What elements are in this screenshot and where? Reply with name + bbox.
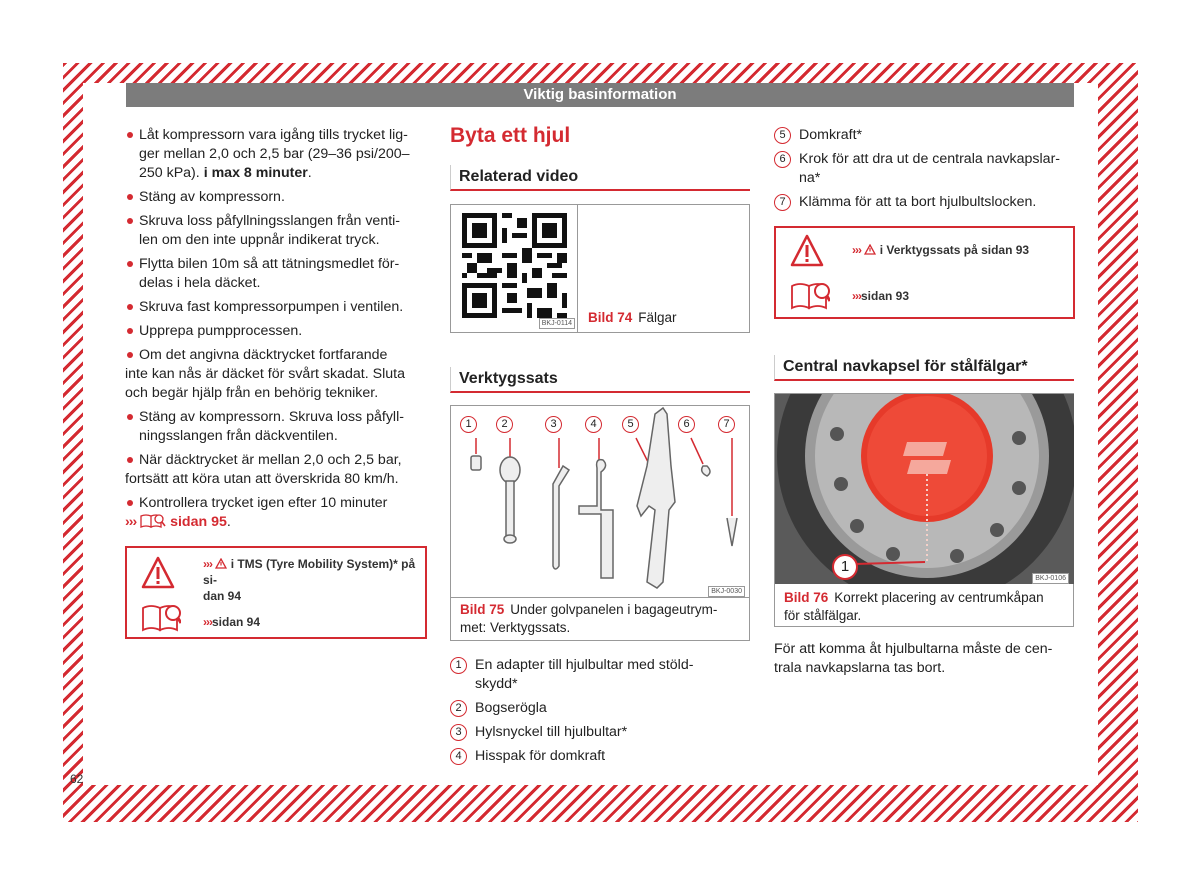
list-item: Skruva fast kompressorpumpen i ventilen. (125, 298, 425, 317)
tool-list (450, 656, 750, 766)
list-item: 2 Bogserögla (450, 699, 750, 718)
callout-1: 1 (832, 554, 858, 580)
page-number: 62 (70, 772, 84, 786)
list-item: Om det angivna däcktrycket fortfarande inte kan nås är däcket för svårt skadat. Sluta och begär hjälp från en behörig tekniker. (125, 346, 425, 403)
list-item: Upprepa pumpprocessen. (125, 322, 425, 341)
figure-code-tag: BKJ-0114 (539, 318, 575, 329)
chevron-icon: ››› (125, 514, 137, 530)
figure-code-tag: BKJ-0106 (1032, 573, 1069, 584)
warning-box: ››› i TMS (Tyre Mobility System)* på si- dan 94 ›››sidan 94 (125, 546, 427, 639)
column-right (774, 126, 1074, 678)
callout-1: 1 (460, 416, 477, 433)
warning-small-icon (864, 244, 876, 255)
section-heading-hubcap: Central navkapsel för stålfälgar* (774, 355, 1074, 381)
chevron-icon: ››› (852, 289, 861, 303)
callout-6: 6 (678, 416, 695, 433)
callout-2: 2 (496, 416, 513, 433)
qr-code[interactable] (451, 205, 578, 332)
section-heading-tools: Verktygssats (450, 367, 750, 393)
figure-caption: Bild 74 Fälgar (588, 310, 677, 325)
book-search-icon (140, 513, 166, 529)
warning-box (774, 226, 1075, 319)
figure-caption: Bild 76 Korrekt placering av centrumkåpan för stålfälgar. (784, 590, 1044, 623)
page-reference-link[interactable]: sidan 93 (861, 289, 910, 303)
page-reference-link[interactable]: sidan 94 (212, 615, 261, 629)
chevron-icon: ››› (203, 557, 212, 571)
chevron-icon: ››› (852, 243, 861, 257)
list-item: Kontrollera trycket igen efter 10 minuter ››› sidan 95. (125, 494, 425, 532)
list-item: 6 Krok för att dra ut de centrala navkapslar- na* (774, 150, 1074, 188)
list-item: Flytta bilen 10m så att tätningsmedlet för- delas i hela däcket. (125, 255, 425, 293)
list-item: 1 En adapter till hjulbultar med stöld- skydd* (450, 656, 750, 694)
book-search-icon (790, 278, 830, 312)
list-item: Låt kompressorn vara igång tills trycket lig- ger mellan 2,0 och 2,5 bar (29–36 psi/200– 250 kPa). i max 8 minuter. (125, 126, 425, 183)
list-item: Stäng av kompressorn. (125, 188, 425, 207)
callout-5: 5 (622, 416, 639, 433)
callout-4: 4 (585, 416, 602, 433)
warning-triangle-icon (141, 556, 175, 590)
tool-callouts (460, 416, 750, 438)
list-item: 5 Domkraft* (774, 126, 1074, 145)
book-search-icon (141, 600, 181, 634)
callout-7: 7 (718, 416, 735, 433)
section-header: Viktig basinformation (126, 83, 1074, 107)
figure-caption: Bild 75 Under golvpanelen i bagageutrym- met: Verktygssats. (460, 602, 718, 635)
chevron-icon: ››› (203, 615, 212, 629)
warning-reference[interactable]: i TMS (Tyre Mobility System)* på si- (203, 557, 416, 587)
chapter-title: Byta ett hjul (450, 124, 571, 147)
tools-figure (450, 405, 750, 641)
list-item: 7 Klämma för att ta bort hjulbultslocken. (774, 193, 1074, 212)
column-left (125, 126, 425, 639)
callout-3: 3 (545, 416, 562, 433)
list-item: När däcktrycket är mellan 2,0 och 2,5 bar, fortsätt att köra utan att överskrida 80 km/h. (125, 451, 425, 489)
list-item: Skruva loss påfyllningsslangen från venti- len om den inte uppnår indikerat tryck. (125, 212, 425, 250)
list-item: 4 Hisspak för domkraft (450, 747, 750, 766)
video-figure (450, 204, 750, 333)
figure-divider (451, 597, 749, 598)
hubcap-figure (774, 393, 1074, 627)
list-item: 3 Hylsnyckel till hjulbultar* (450, 723, 750, 742)
warning-triangle-icon (790, 234, 824, 268)
list-item: Stäng av kompressorn. Skruva loss påfyll- ningsslangen från däckventilen. (125, 408, 425, 446)
body-paragraph: För att komma åt hjulbultarna måste de cen- trala navkapslarna tas bort. (774, 641, 1053, 676)
column-middle (450, 126, 750, 771)
qr-code-image (462, 213, 567, 318)
section-heading-video: Relaterad video (450, 165, 750, 191)
warning-small-icon (215, 558, 227, 569)
figure-code-tag: BKJ-0030 (708, 586, 745, 597)
hubcap-photo (775, 394, 1074, 584)
warning-reference[interactable]: i Verktygssats på sidan 93 (879, 243, 1030, 257)
page-reference-link[interactable]: sidan 95 (170, 514, 227, 530)
